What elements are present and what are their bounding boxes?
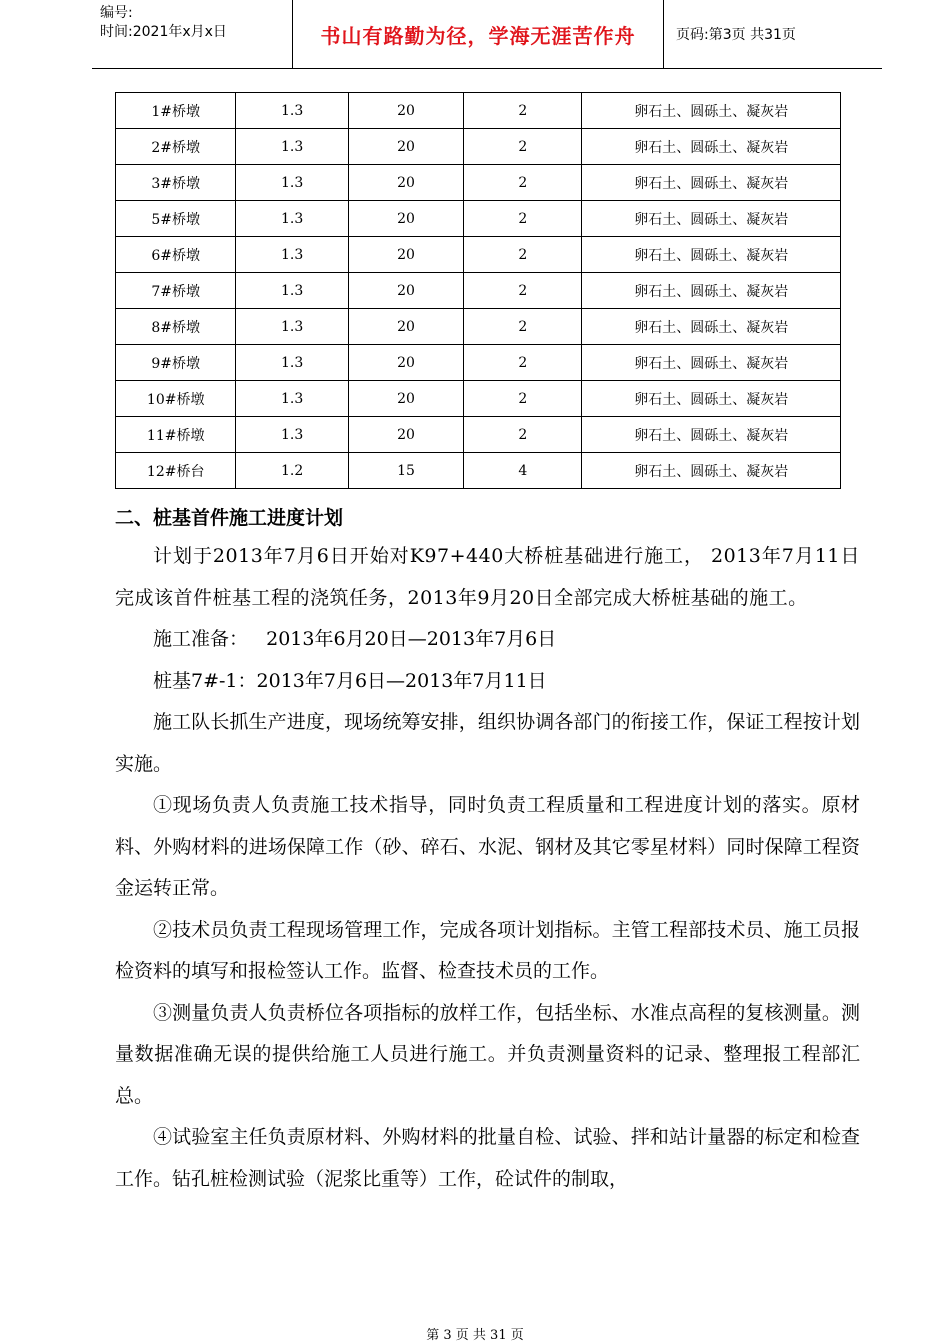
count-cell: 2	[464, 129, 582, 165]
count-cell: 2	[464, 93, 582, 129]
diameter-cell: 1.3	[236, 93, 348, 129]
depth-cell: 20	[348, 201, 463, 237]
depth-cell: 20	[348, 381, 463, 417]
pier-name-cell: 3#桥墩	[116, 165, 236, 201]
paragraph: ③测量负责人负责桥位各项指标的放样工作，包括坐标、水准点高程的复核测量。测量数据准确无误的提供给施工人员进行施工。并负责测量资料的记录、整理报工程部汇总。	[115, 1001, 860, 1107]
geology-cell: 卵石土、圆砾土、凝灰岩	[582, 129, 841, 165]
count-cell: 2	[464, 237, 582, 273]
paragraph: 施工队长抓生产进度，现场统筹安排，组织协调各部门的衔接工作，保证工程按计划实施。	[115, 711, 860, 775]
depth-cell: 20	[348, 273, 463, 309]
table-row	[116, 417, 841, 453]
paragraph: ④试验室主任负责原材料、外购材料的批量自检、试验、拌和站计量器的标定和检查工作。钻孔桩检测试验（泥浆比重等）工作，砼试件的制取，	[115, 1126, 860, 1190]
paragraph: ①现场负责人负责施工技术指导，同时负责工程质量和工程进度计划的落实。原材料、外购材料的进场保障工作（砂、碎石、水泥、钢材及其它零星材料）同时保障工程资金运转正常。	[115, 794, 860, 899]
diameter-cell: 1.3	[236, 129, 348, 165]
page-header	[92, 0, 882, 68]
table-row	[116, 309, 841, 345]
diameter-cell: 1.3	[236, 345, 348, 381]
table-row	[116, 165, 841, 201]
geology-cell: 卵石土、圆砾土、凝灰岩	[582, 201, 841, 237]
pile-table	[115, 92, 841, 489]
geology-cell: 卵石土、圆砾土、凝灰岩	[582, 237, 841, 273]
geology-cell: 卵石土、圆砾土、凝灰岩	[582, 453, 841, 489]
geology-cell: 卵石土、圆砾土、凝灰岩	[582, 381, 841, 417]
section-title: 二、桩基首件施工进度计划	[115, 507, 344, 529]
pier-name-cell: 6#桥墩	[116, 237, 236, 273]
diameter-cell: 1.3	[236, 165, 348, 201]
geology-cell: 卵石土、圆砾土、凝灰岩	[582, 417, 841, 453]
table-row	[116, 453, 841, 489]
count-cell: 4	[464, 453, 582, 489]
depth-cell: 20	[348, 417, 463, 453]
pier-name-cell: 2#桥墩	[116, 129, 236, 165]
main-content	[115, 500, 860, 1200]
table-row	[116, 201, 841, 237]
header-page-number: 页码:第3页 共31页	[676, 27, 796, 43]
paragraph: 桩基7#-1：2013年7月6日—2013年7月11日	[153, 669, 547, 692]
header-rule	[92, 68, 882, 69]
diameter-cell: 1.3	[236, 417, 348, 453]
pier-name-cell: 1#桥墩	[116, 93, 236, 129]
diameter-cell: 1.2	[236, 453, 348, 489]
depth-cell: 15	[348, 453, 463, 489]
diameter-cell: 1.3	[236, 381, 348, 417]
header-number: 编号:	[100, 5, 133, 21]
table-row	[116, 93, 841, 129]
diameter-cell: 1.3	[236, 273, 348, 309]
table-row	[116, 129, 841, 165]
geology-cell: 卵石土、圆砾土、凝灰岩	[582, 273, 841, 309]
header-meta	[100, 4, 290, 42]
count-cell: 2	[464, 201, 582, 237]
count-cell: 2	[464, 417, 582, 453]
table-row	[116, 345, 841, 381]
pier-name-cell: 11#桥墩	[116, 417, 236, 453]
paragraph: ②技术员负责工程现场管理工作，完成各项计划指标。主管工程部技术员、施工员报检资料的填写和报检签认工作。监督、检查技术员的工作。	[115, 918, 860, 982]
depth-cell: 20	[348, 309, 463, 345]
pier-name-cell: 12#桥台	[116, 453, 236, 489]
depth-cell: 20	[348, 345, 463, 381]
diameter-cell: 1.3	[236, 309, 348, 345]
count-cell: 2	[464, 273, 582, 309]
paragraph: 施工准备： 2013年6月20日—2013年7月6日	[153, 628, 557, 650]
header-divider	[663, 0, 664, 68]
geology-cell: 卵石土、圆砾土、凝灰岩	[582, 93, 841, 129]
count-cell: 2	[464, 165, 582, 201]
pier-name-cell: 8#桥墩	[116, 309, 236, 345]
pier-name-cell: 10#桥墩	[116, 381, 236, 417]
pier-name-cell: 9#桥墩	[116, 345, 236, 381]
count-cell: 2	[464, 381, 582, 417]
geology-cell: 卵石土、圆砾土、凝灰岩	[582, 165, 841, 201]
pier-name-cell: 5#桥墩	[116, 201, 236, 237]
header-time: 时间:2021年x月x日	[100, 24, 227, 40]
count-cell: 2	[464, 345, 582, 381]
table-row	[116, 273, 841, 309]
page-footer: 第 3 页 共 31 页	[426, 1328, 524, 1343]
depth-cell: 20	[348, 165, 463, 201]
table-row	[116, 237, 841, 273]
table-row	[116, 381, 841, 417]
diameter-cell: 1.3	[236, 237, 348, 273]
depth-cell: 20	[348, 129, 463, 165]
diameter-cell: 1.3	[236, 201, 348, 237]
depth-cell: 20	[348, 93, 463, 129]
count-cell: 2	[464, 309, 582, 345]
geology-cell: 卵石土、圆砾土、凝灰岩	[582, 345, 841, 381]
geology-cell: 卵石土、圆砾土、凝灰岩	[582, 309, 841, 345]
header-motto: 书山有路勤为径，学海无涯苦作舟	[320, 23, 636, 48]
pier-name-cell: 7#桥墩	[116, 273, 236, 309]
paragraph: 计划于2013年7月6日开始对K97+440大桥桩基础进行施工， 2013年7月11日完成该首件桩基工程的浇筑任务，2013年9月20日全部完成大桥桩基础的施工。	[115, 545, 860, 609]
depth-cell: 20	[348, 237, 463, 273]
